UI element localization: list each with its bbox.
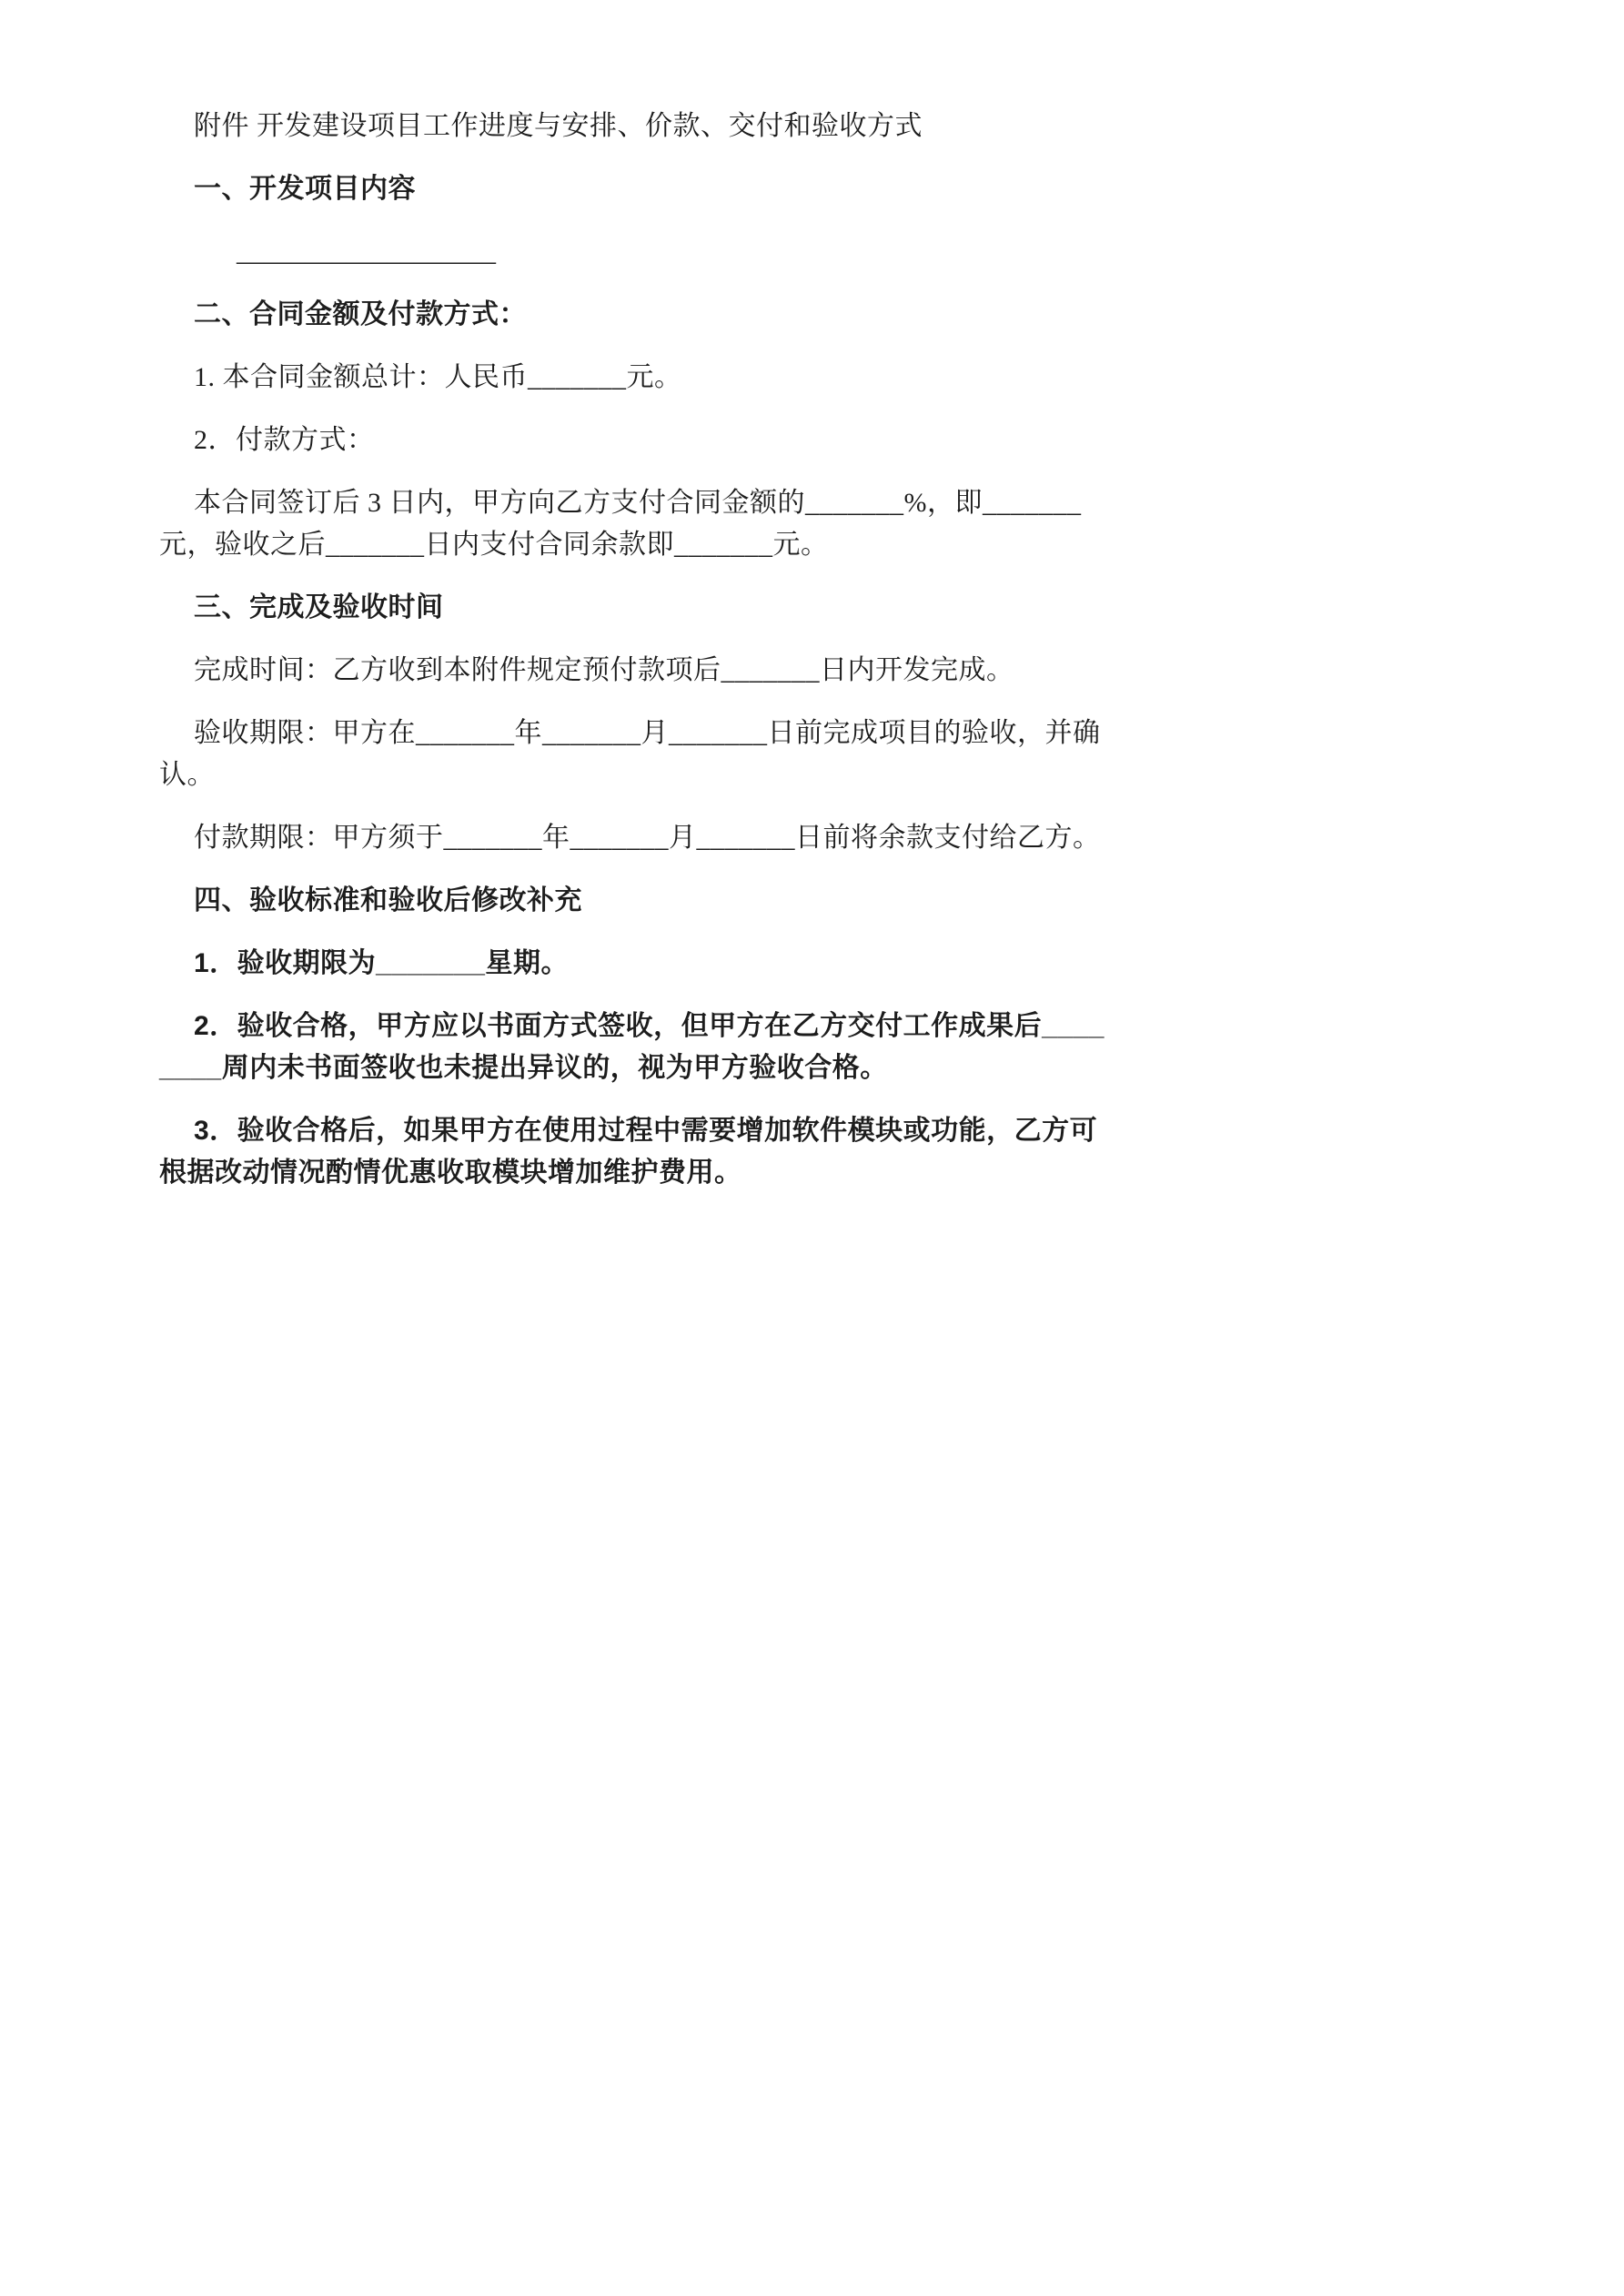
fill-in-blank: ___________________ — [237, 237, 496, 267]
text-line: 一、开发项目内容 — [194, 174, 416, 204]
clause-completion-time — [159, 650, 1465, 692]
text-line: 2．验收合格，甲方应以书面方式签收，但甲方在乙方交付工作成果后____ — [194, 1011, 1105, 1041]
text-line: 三、完成及验收时间 — [194, 592, 444, 622]
clause-acceptance-deadline — [159, 713, 1465, 796]
text-line: 1．验收期限为_______星期。 — [194, 948, 569, 978]
text-line: 根据改动情况酌情优惠收取模块增加维护费用。 — [159, 1158, 742, 1188]
clause-module-maintenance — [159, 1110, 1465, 1194]
text-line: 付款期限：甲方须于_______年_______月_______日前将余款支付给乙方。 — [194, 823, 1101, 853]
section-heading-development-content — [159, 168, 1465, 210]
text-line: 验收期限：甲方在_______年_______月_______日前完成项目的验收，并确 — [194, 718, 1101, 748]
text-line: 认。 — [159, 760, 215, 790]
clause-balance-payment-deadline — [159, 817, 1465, 859]
text-line: 完成时间：乙方收到本附件规定预付款项后_______日内开发完成。 — [194, 655, 1014, 685]
text-line: ____周内未书面签收也未提出异议的，视为甲方验收合格。 — [159, 1053, 888, 1083]
text-line: 元，验收之后_______日内支付合同余款即_______元。 — [159, 530, 829, 560]
text-line: 3．验收合格后，如果甲方在使用过程中需要增加软件模块或功能，乙方可 — [194, 1116, 1098, 1146]
text-line: 二、合同金额及付款方式： — [194, 299, 527, 329]
text-line: 四、验收标准和验收后修改补充 — [194, 885, 582, 915]
clause-payment-method-label — [159, 420, 1465, 461]
section-heading-contract-amount — [159, 294, 1465, 336]
section-heading-acceptance-standard — [159, 880, 1465, 922]
text-line: 附件 开发建设项目工作进度与安排、价款、交付和验收方式 — [194, 111, 923, 141]
clause-payment-schedule — [159, 482, 1465, 566]
project-content-blank-line — [159, 231, 1465, 273]
text-line: 本合同签订后 3 日内，甲方向乙方支付合同金额的_______%，即_______ — [194, 488, 1082, 518]
clause-acceptance-period — [159, 943, 1465, 985]
clause-written-acceptance — [159, 1006, 1465, 1089]
text-line: 2．付款方式： — [194, 425, 375, 455]
section-heading-completion-acceptance — [159, 587, 1465, 629]
text-line: 1. 本合同金额总计：人民币_______元。 — [194, 362, 682, 392]
doc-title — [159, 106, 1465, 147]
clause-total-amount — [159, 357, 1465, 399]
